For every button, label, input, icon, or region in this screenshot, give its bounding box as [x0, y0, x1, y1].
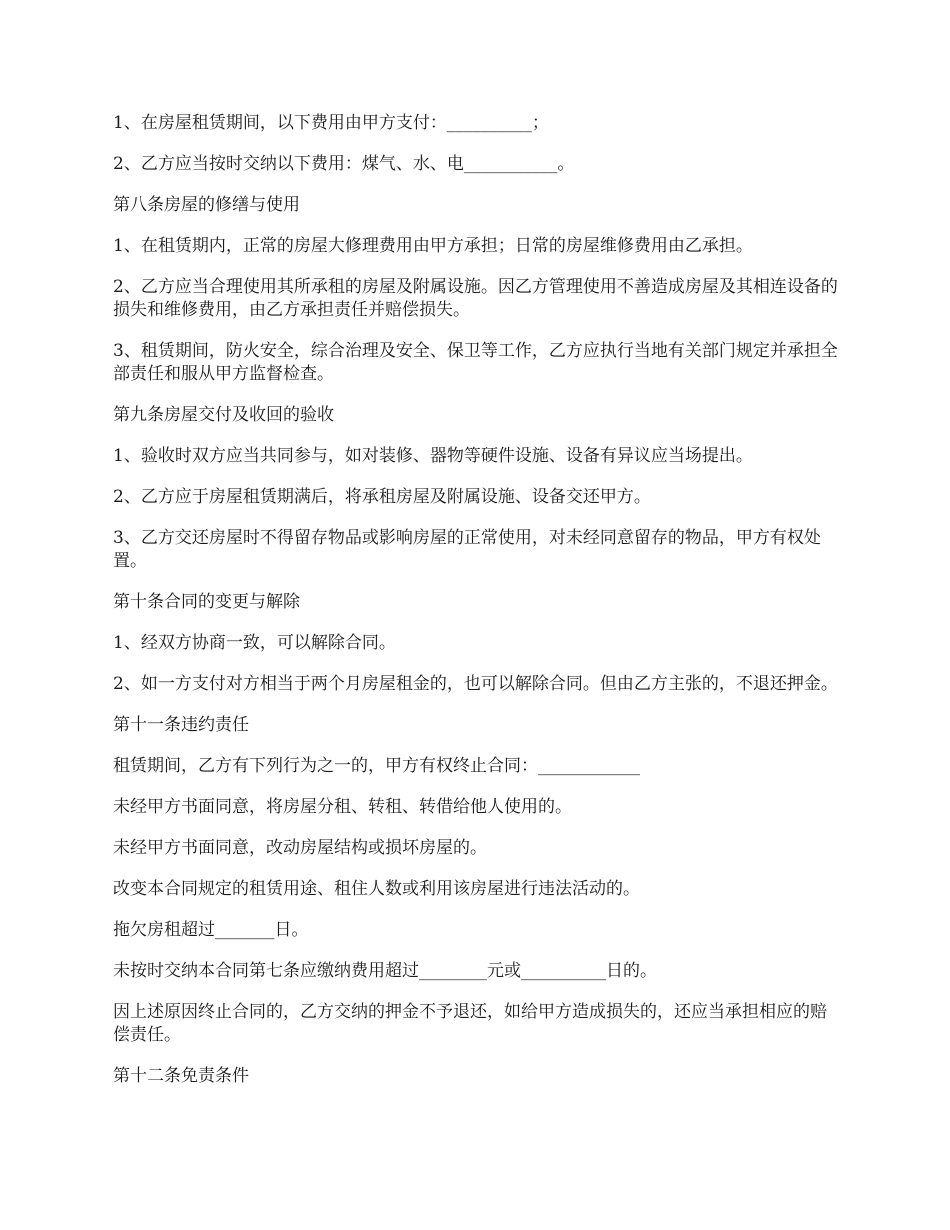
- clause-7-item-1: 1、在房屋租赁期间，以下费用由甲方支付：__________；: [113, 113, 549, 133]
- clause-9-item-1: 1、验收时双方应当共同参与，如对装修、器物等硬件设施、设备有异议应当场提出。: [113, 446, 753, 466]
- clause-7-item-2: 2、乙方应当按时交纳以下费用：煤气、水、电___________。: [113, 154, 575, 174]
- clause-11-consequence: 因上述原因终止合同的，乙方交纳的押金不予退还，如给甲方造成损失的，还应当承担相应的赔偿责任。: [113, 1002, 827, 1045]
- section-heading-9: 第九条房屋交付及收回的验收: [113, 405, 334, 425]
- clause-11-case-3: 改变本合同规定的租赁用途、租住人数或利用该房屋进行违法活动的。: [113, 879, 640, 899]
- clause-9-item-2: 2、乙方应于房屋租赁期满后，将承租房屋及附属设施、设备交还甲方。: [113, 487, 651, 507]
- section-heading-10: 第十条合同的变更与解除: [113, 592, 300, 612]
- clause-8-item-1: 1、在租赁期内，正常的房屋大修理费用由甲方承担；日常的房屋维修费用由乙承担。: [113, 236, 753, 256]
- clause-8-item-3: 3、租赁期间，防火安全，综合治理及安全、保卫等工作，乙方应执行当地有关部门规定并承担全部责任和服从甲方监督检查。: [113, 341, 838, 384]
- clause-11-case-4: 拖欠房租超过_______日。: [113, 920, 309, 940]
- clause-11-case-1: 未经甲方书面同意，将房屋分租、转租、转借给他人使用的。: [113, 797, 572, 817]
- clause-10-item-2: 2、如一方支付对方相当于两个月房屋租金的，也可以解除合同。但由乙方主张的，不退还押金。: [113, 674, 838, 694]
- clause-9-item-3: 3、乙方交还房屋时不得留存物品或影响房屋的正常使用，对未经同意留存的物品，甲方有权处置。: [113, 528, 821, 571]
- clause-11-case-5: 未按时交纳本合同第七条应缴纳费用超过________元或__________日的。: [113, 961, 657, 981]
- document-body: [113, 112, 839, 1106]
- clause-11-case-2: 未经甲方书面同意，改动房屋结构或损坏房屋的。: [113, 838, 487, 858]
- clause-10-item-1: 1、经双方协商一致，可以解除合同。: [113, 633, 396, 653]
- clause-11-intro: 租赁期间，乙方有下列行为之一的，甲方有权终止合同：____________: [113, 756, 640, 776]
- clause-8-item-2: 2、乙方应当合理使用其所承租的房屋及附属设施。因乙方管理使用不善造成房屋及其相连设备的损失和维修费用，由乙方承担责任并赔偿损失。: [113, 277, 838, 320]
- section-heading-11: 第十一条违约责任: [113, 715, 249, 735]
- section-heading-12: 第十二条免责条件: [113, 1066, 249, 1086]
- section-heading-8: 第八条房屋的修缮与使用: [113, 195, 300, 215]
